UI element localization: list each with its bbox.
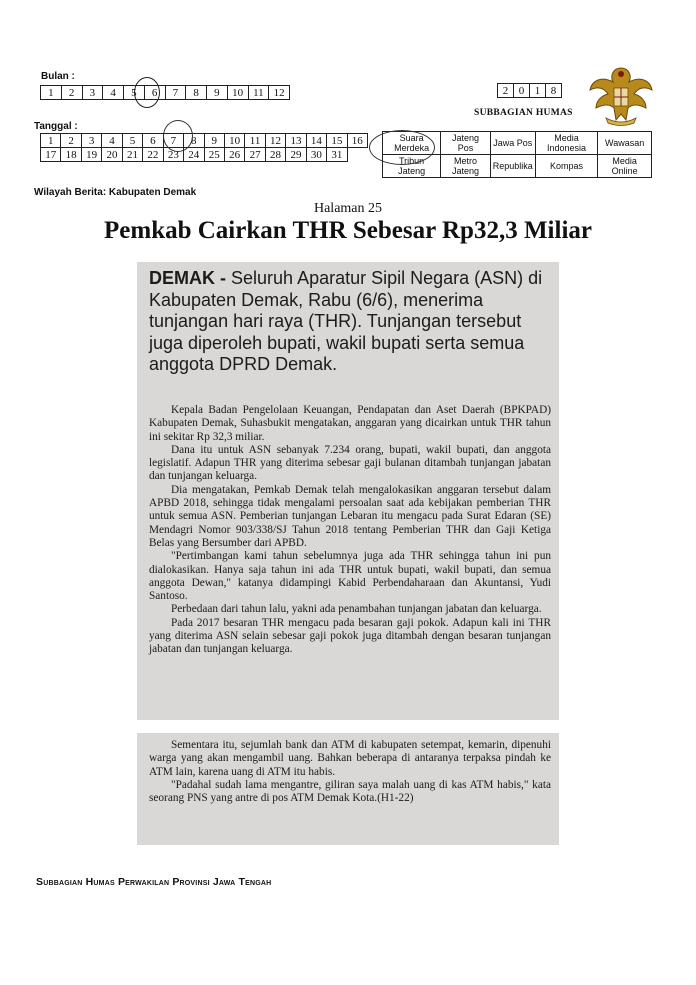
headline: Pemkab Cairkan THR Sebesar Rp32,3 Miliar: [104, 217, 592, 244]
grid-cell: 6: [143, 134, 163, 148]
grid-cell: Tribun Jateng: [383, 155, 441, 178]
grid-cell: 21: [122, 148, 142, 162]
lead-paragraph: [149, 268, 549, 376]
garuda-emblem-icon: [586, 62, 656, 128]
grid-cell: 23: [163, 148, 183, 162]
body-paragraph: Dana itu untuk ASN sebanyak 7.234 orang, bupati, wakil bupati, dan anggota legislatif. Adapun THR yang diterima sebesar gaji bulanan ditambah tunjangan jabatan dan tunjangan keluarga.: [149, 443, 551, 483]
grid-cell: Media Online: [598, 155, 652, 178]
grid-cell: 22: [143, 148, 163, 162]
grid-cell: Kompas: [535, 155, 598, 178]
month-label: Bulan :: [41, 71, 75, 82]
grid-cell: 17: [41, 148, 61, 162]
grid-cell: 29: [286, 148, 306, 162]
grid-cell: Republika: [490, 155, 535, 178]
grid-cell: 2: [498, 84, 514, 98]
body-paragraph: "Pertimbangan kami tahun sebelumnya juga ada THR sehingga tahun ini pun dialokasikan. Hanya saja tahun ini ada THR untuk bupati, wakil bupati, dan semua anggota Dewan," katanya didampingi Kabid Perbendaharaan dan Akuntansi, Yudi Santoso.: [149, 550, 551, 603]
grid-cell: 13: [286, 134, 306, 148]
dateline: DEMAK -: [149, 268, 226, 288]
grid-cell: 4: [103, 86, 124, 100]
grid-cell: 1: [41, 134, 61, 148]
grid-cell: 2: [61, 134, 81, 148]
footer-text: Subbagian Humas Perwakilan Provinsi Jawa Tengah: [36, 876, 272, 888]
grid-cell: 27: [245, 148, 265, 162]
grid-cell: 2: [61, 86, 82, 100]
grid-cell: 8: [186, 86, 207, 100]
grid-cell: 24: [184, 148, 204, 162]
grid-cell: 8: [546, 84, 562, 98]
grid-cell: Media Indonesia: [535, 132, 598, 155]
year-box: [497, 83, 562, 98]
body-paragraph: Perbedaan dari tahun lalu, yakni ada penambahan tunjangan jabatan dan keluarga.: [171, 603, 542, 616]
grid-cell: 31: [327, 148, 347, 162]
grid-cell: 11: [245, 134, 265, 148]
grid-cell: 6: [144, 86, 165, 100]
grid-cell: 28: [265, 148, 285, 162]
grid-cell: Wawasan: [598, 132, 652, 155]
body-paragraph: Kepala Badan Pengelolaan Keuangan, Pendapatan dan Aset Daerah (BPKPAD) Kabupaten Demak, Suhasbukit mengatakan, anggaran yang dicairkan untuk THR tahun ini sekitar Rp 32,3 miliar.: [149, 404, 551, 443]
grid-cell: 1: [530, 84, 546, 98]
grid-cell: 19: [81, 148, 101, 162]
date-grid: [40, 133, 368, 162]
grid-cell: 12: [269, 86, 290, 100]
grid-cell: 9: [204, 134, 224, 148]
grid-cell: 5: [122, 134, 142, 148]
grid-cell: 7: [163, 134, 183, 148]
grid-cell: Suara Merdeka: [383, 132, 441, 155]
grid-cell: 8: [184, 134, 204, 148]
grid-cell: 25: [204, 148, 224, 162]
grid-cell: 18: [61, 148, 81, 162]
grid-cell: Jateng Pos: [441, 132, 491, 155]
grid-cell: 7: [165, 86, 186, 100]
body-paragraph: Dia mengatakan, Pemkab Demak telah mengalokasikan anggaran tersebut dalam APBD 2018, sehingga tidak mengalami persoalan saat ada kebijakan pemberian THR untuk semua ASN. Pemberian tunjangan Lebaran itu mengacu pada Surat Edaran (SE) Mendagri Nomor 903/338/SJ Tahun 2018 tentang Pemberian THR dan Gaji Ketiga Belas yang Bersumber dari APBD.: [149, 483, 551, 549]
month-grid: [40, 85, 290, 100]
grid-cell: 30: [306, 148, 326, 162]
grid-cell: Jawa Pos: [490, 132, 535, 155]
grid-cell: 0: [514, 84, 530, 98]
article-body: [149, 404, 551, 657]
grid-cell: 10: [227, 86, 248, 100]
grid-cell: Metro Jateng: [441, 155, 491, 178]
grid-cell: 5: [124, 86, 145, 100]
news-clipping: [137, 262, 559, 720]
grid-cell: 4: [102, 134, 122, 148]
unit-label: SUBBAGIAN HUMAS: [474, 108, 573, 118]
selected-day-circle: [163, 120, 193, 152]
lead-text: Seluruh Aparatur Sipil Negara (ASN) di Kabupaten Demak, Rabu (6/6), menerima tunjangan hari raya (THR). Tunjangan tersebut juga diperoleh bupati, wakil bupati serta semua anggota DPRD Demak.: [149, 268, 543, 374]
selected-media-circle: [369, 130, 435, 165]
date-label: Tanggal :: [34, 121, 78, 132]
grid-cell: 11: [248, 86, 269, 100]
grid-cell: 12: [265, 134, 285, 148]
body-paragraph: "Padahal sudah lama mengantre, giliran saya malah uang di kas ATM habis," kata seorang PNS yang antre di pos ATM Demak Kota.(H1-22): [149, 778, 551, 805]
grid-cell: 3: [82, 86, 103, 100]
grid-cell: 26: [224, 148, 244, 162]
grid-cell: 1: [41, 86, 62, 100]
grid-cell: 14: [306, 134, 326, 148]
grid-cell: 3: [81, 134, 101, 148]
page-number: Halaman 25: [313, 201, 383, 216]
news-clipping-continuation: [137, 733, 559, 845]
grid-cell: 9: [207, 86, 228, 100]
grid-cell: 10: [224, 134, 244, 148]
grid-cell: 15: [327, 134, 347, 148]
body-paragraph: Sementara itu, sejumlah bank dan ATM di kabupaten setempat, kemarin, dipenuhi warga yang akan mengambil uang. Bahkan beberapa di antaranya terpaksa pindah ke ATM lain, karena uang di ATM itu habis.: [149, 739, 551, 778]
grid-cell: 16: [347, 134, 367, 148]
region-label: Wilayah Berita: Kabupaten Demak: [34, 187, 197, 198]
continuation-body: [149, 739, 551, 805]
selected-month-circle: [134, 77, 160, 108]
grid-cell: 20: [102, 148, 122, 162]
body-paragraph: Pada 2017 besaran THR mengacu pada besaran gaji pokok. Adapun kali ini THR yang diterima ASN selain sebesar gaji pokok juga ditambah dengan besaran tunjangan jabatan dan tunjangan keluarga.: [149, 616, 551, 656]
